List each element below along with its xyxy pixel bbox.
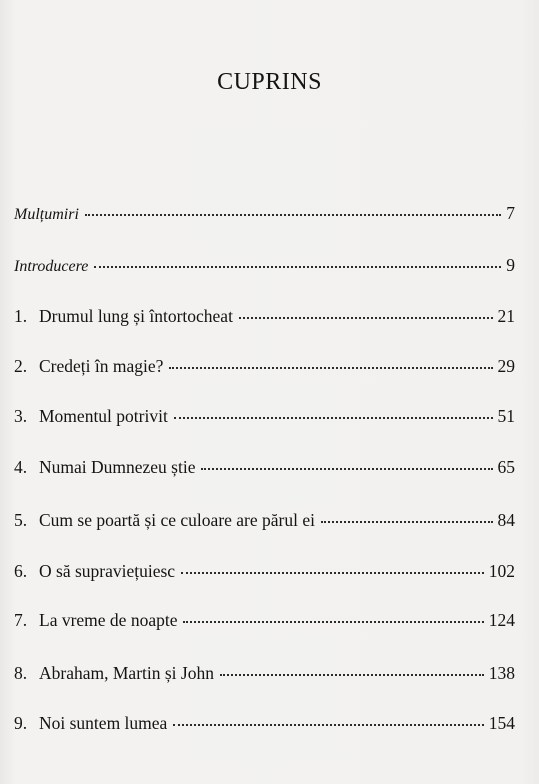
- toc-entry-number: 3.: [14, 406, 28, 426]
- toc-entry-title: Credeți în magie?: [39, 356, 164, 376]
- toc-entry-number: 5.: [14, 510, 28, 530]
- toc-page-number: 138: [488, 663, 515, 683]
- toc-dot-leader: [169, 367, 492, 369]
- page-title: CUPRINS: [217, 69, 322, 95]
- toc-entry-title: La vreme de noapte: [39, 610, 178, 630]
- toc-dot-leader: [94, 266, 501, 268]
- toc-entry-number: 9.: [14, 713, 28, 733]
- toc-entry: [14, 205, 515, 223]
- toc-entry: [14, 612, 515, 630]
- toc-dot-leader: [85, 214, 501, 216]
- toc-entry: [14, 665, 515, 683]
- toc-entry-title: Cum se poartă și ce culoare are părul ei: [39, 510, 315, 530]
- toc-dot-leader: [183, 621, 483, 623]
- toc-entry: [14, 512, 515, 530]
- toc-entry-number: 2.: [14, 356, 28, 376]
- toc-entry-number: 8.: [14, 663, 28, 683]
- toc-page-number: 102: [488, 561, 515, 581]
- toc-entry-number: 4.: [14, 457, 28, 477]
- toc-entry-number: 1.: [14, 306, 28, 326]
- toc-dot-leader: [239, 317, 493, 319]
- toc-entry: [14, 257, 515, 275]
- toc-dot-leader: [174, 417, 493, 419]
- toc-entry-title: Noi suntem lumea: [39, 713, 168, 733]
- toc-entry-number: 6.: [14, 561, 28, 581]
- toc-entry: [14, 563, 515, 581]
- toc-dot-leader: [220, 674, 484, 676]
- toc-entry-title: Numai Dumnezeu știe: [39, 457, 196, 477]
- toc-page-number: 9: [506, 255, 515, 275]
- toc-entry: [14, 408, 515, 426]
- toc-entry-title: O să supraviețuiesc: [39, 561, 176, 581]
- toc-entry: [14, 308, 515, 326]
- toc-entry: [14, 358, 515, 376]
- toc-page-number: 29: [497, 356, 515, 376]
- toc-entry: [14, 715, 515, 733]
- toc-entry-title: Introducere: [14, 258, 89, 275]
- toc-page-number: 51: [497, 406, 515, 426]
- toc-dot-leader: [181, 572, 484, 574]
- toc-page-number: 7: [506, 203, 515, 223]
- toc-entry-title: Abraham, Martin și John: [39, 663, 214, 683]
- toc-dot-leader: [173, 724, 483, 726]
- toc-entry-title: Mulțumiri: [14, 206, 79, 223]
- toc-page-number: 65: [497, 457, 515, 477]
- toc-dot-leader: [321, 521, 493, 523]
- toc-dot-leader: [201, 468, 492, 470]
- toc-entry-title: Drumul lung și întortocheat: [39, 306, 233, 326]
- toc-entry-title: Momentul potrivit: [39, 406, 168, 426]
- toc-entry-number: 7.: [14, 610, 28, 630]
- toc-entry: [14, 459, 515, 477]
- toc-page-number: 84: [497, 510, 515, 530]
- toc-page-number: 21: [497, 306, 515, 326]
- toc-page-number: 124: [488, 610, 515, 630]
- toc-page-number: 154: [488, 713, 515, 733]
